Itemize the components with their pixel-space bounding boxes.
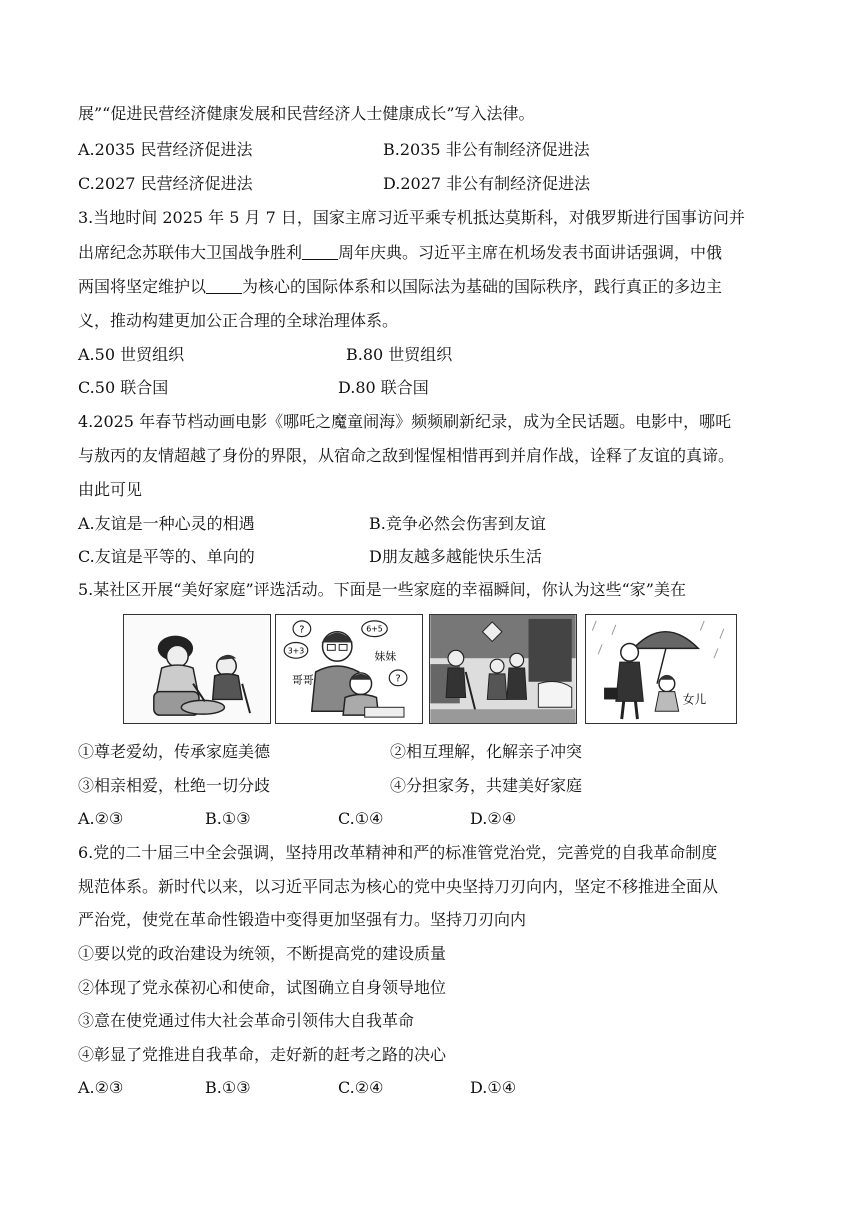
q4-option-b: B.竞争必然会伤害到友谊 [369, 514, 546, 533]
q5-option-c: C.①④ [338, 809, 384, 828]
q6-statement-3: ③意在使党通过伟大社会革命引领伟大自我革命 [78, 1011, 415, 1030]
q2-tail-text: 展”“促进民营经济健康发展和民营经济人士健康成长”写入法律。 [78, 104, 535, 123]
q4-stem-line1: 4.2025 年春节档动画电影《哪吒之魔童闹海》频频刷新纪录，成为全民话题。电影中，哪吒 [78, 412, 732, 431]
q4-option-d: D朋友越多越能快乐生活 [369, 547, 542, 566]
pic-math-bubble: 6+5 [366, 624, 383, 634]
q2-option-b: B.2035 非公有制经济促进法 [383, 140, 590, 159]
fill-blank [206, 277, 242, 294]
family-picture-elderly-care [123, 614, 271, 724]
family-picture-chores [429, 614, 577, 724]
pic-question-mark: ? [299, 624, 305, 636]
q6-stem-line1: 6.党的二十届三中全会强调，坚持用改革精神和严的标准管党治党，完善党的自我革命制度 [78, 843, 718, 862]
q3-option-b: B.80 世贸组织 [346, 345, 453, 364]
q6-statement-1: ①要以党的政治建设为统领，不断提高党的建设质量 [78, 944, 447, 963]
q6-option-d: D.①④ [470, 1078, 517, 1097]
q3-stem-line1: 3.当地时间 2025 年 5 月 7 日，国家主席习近平乘专机抵达莫斯科，对俄罗斯进行国事访问并 [78, 208, 745, 227]
q6-statement-2: ②体现了党永葆初心和使命，试图确立自身领导地位 [78, 978, 447, 997]
q6-option-b: B.①③ [205, 1078, 251, 1097]
q3-stem-line3: 两国将坚定维护以 为核心的国际体系和以国际法为基础的国际秩序，践行真正的多边主 [78, 277, 723, 296]
q3-stem-line4: 义，推动构建更加公正合理的全球治理体系。 [78, 311, 399, 330]
q2-option-c: C.2027 民营经济促进法 [78, 174, 253, 193]
family-picture-umbrella [585, 614, 737, 724]
q4-stem-line3: 由此可见 [78, 480, 143, 499]
q6-stem-line2: 规范体系。新时代以来，以习近平同志为核心的党中央坚持刀刃向内，坚定不移推进全面从 [78, 877, 719, 896]
q4-option-a: A.友谊是一种心灵的相遇 [78, 514, 255, 533]
pic-label-brother: 哥哥 [292, 673, 314, 687]
family-picture-study-help [275, 614, 423, 724]
pic-math-bubble: 3+3 [287, 646, 305, 656]
q3-option-d: D.80 联合国 [338, 378, 429, 397]
q5-statement-1: ①尊老爱幼，传承家庭美德 [78, 742, 271, 761]
pic-question-mark: ? [395, 673, 401, 685]
q2-option-a: A.2035 民营经济促进法 [78, 140, 253, 159]
q2-option-d: D.2027 非公有制经济促进法 [383, 174, 591, 193]
q6-stem-line3: 严治党，使党在革命性锻造中变得更加坚强有力。坚持刀刃向内 [78, 910, 527, 929]
q6-option-c: C.②④ [338, 1078, 384, 1097]
q6-option-a: A.②③ [78, 1078, 124, 1097]
q5-option-b: B.①③ [205, 809, 251, 828]
q4-option-c: C.友谊是平等的、单向的 [78, 547, 255, 566]
q5-statement-3: ③相亲相爱，杜绝一切分歧 [78, 776, 271, 795]
q4-stem-line2: 与敖丙的友情超越了身份的界限，从宿命之敌到惺惺相惜再到并肩作战，诠释了友谊的真谛。 [78, 446, 735, 465]
pic-label-sister: 妹妹 [374, 650, 397, 664]
q3-option-c: C.50 联合国 [78, 378, 169, 397]
q3-stem-line2: 出席纪念苏联伟大卫国战争胜利 周年庆典。习近平主席在机场发表书面讲话强调，中俄 [78, 243, 723, 262]
q6-statement-4: ④彰显了党推进自我革命，走好新的赶考之路的决心 [78, 1045, 447, 1064]
fill-blank [302, 243, 338, 260]
q5-option-d: D.②④ [470, 809, 517, 828]
q5-option-a: A.②③ [78, 809, 124, 828]
q5-stem-line1: 5.某社区开展“美好家庭”评选活动。下面是一些家庭的幸福瞬间，你认为这些“家”美在 [78, 580, 686, 599]
q5-statement-4: ④分担家务，共建美好家庭 [390, 776, 583, 795]
q5-statement-2: ②相互理解，化解亲子冲突 [390, 742, 583, 761]
q3-option-a: A.50 世贸组织 [78, 345, 185, 364]
pic-label-daughter: 女儿 [682, 692, 707, 707]
